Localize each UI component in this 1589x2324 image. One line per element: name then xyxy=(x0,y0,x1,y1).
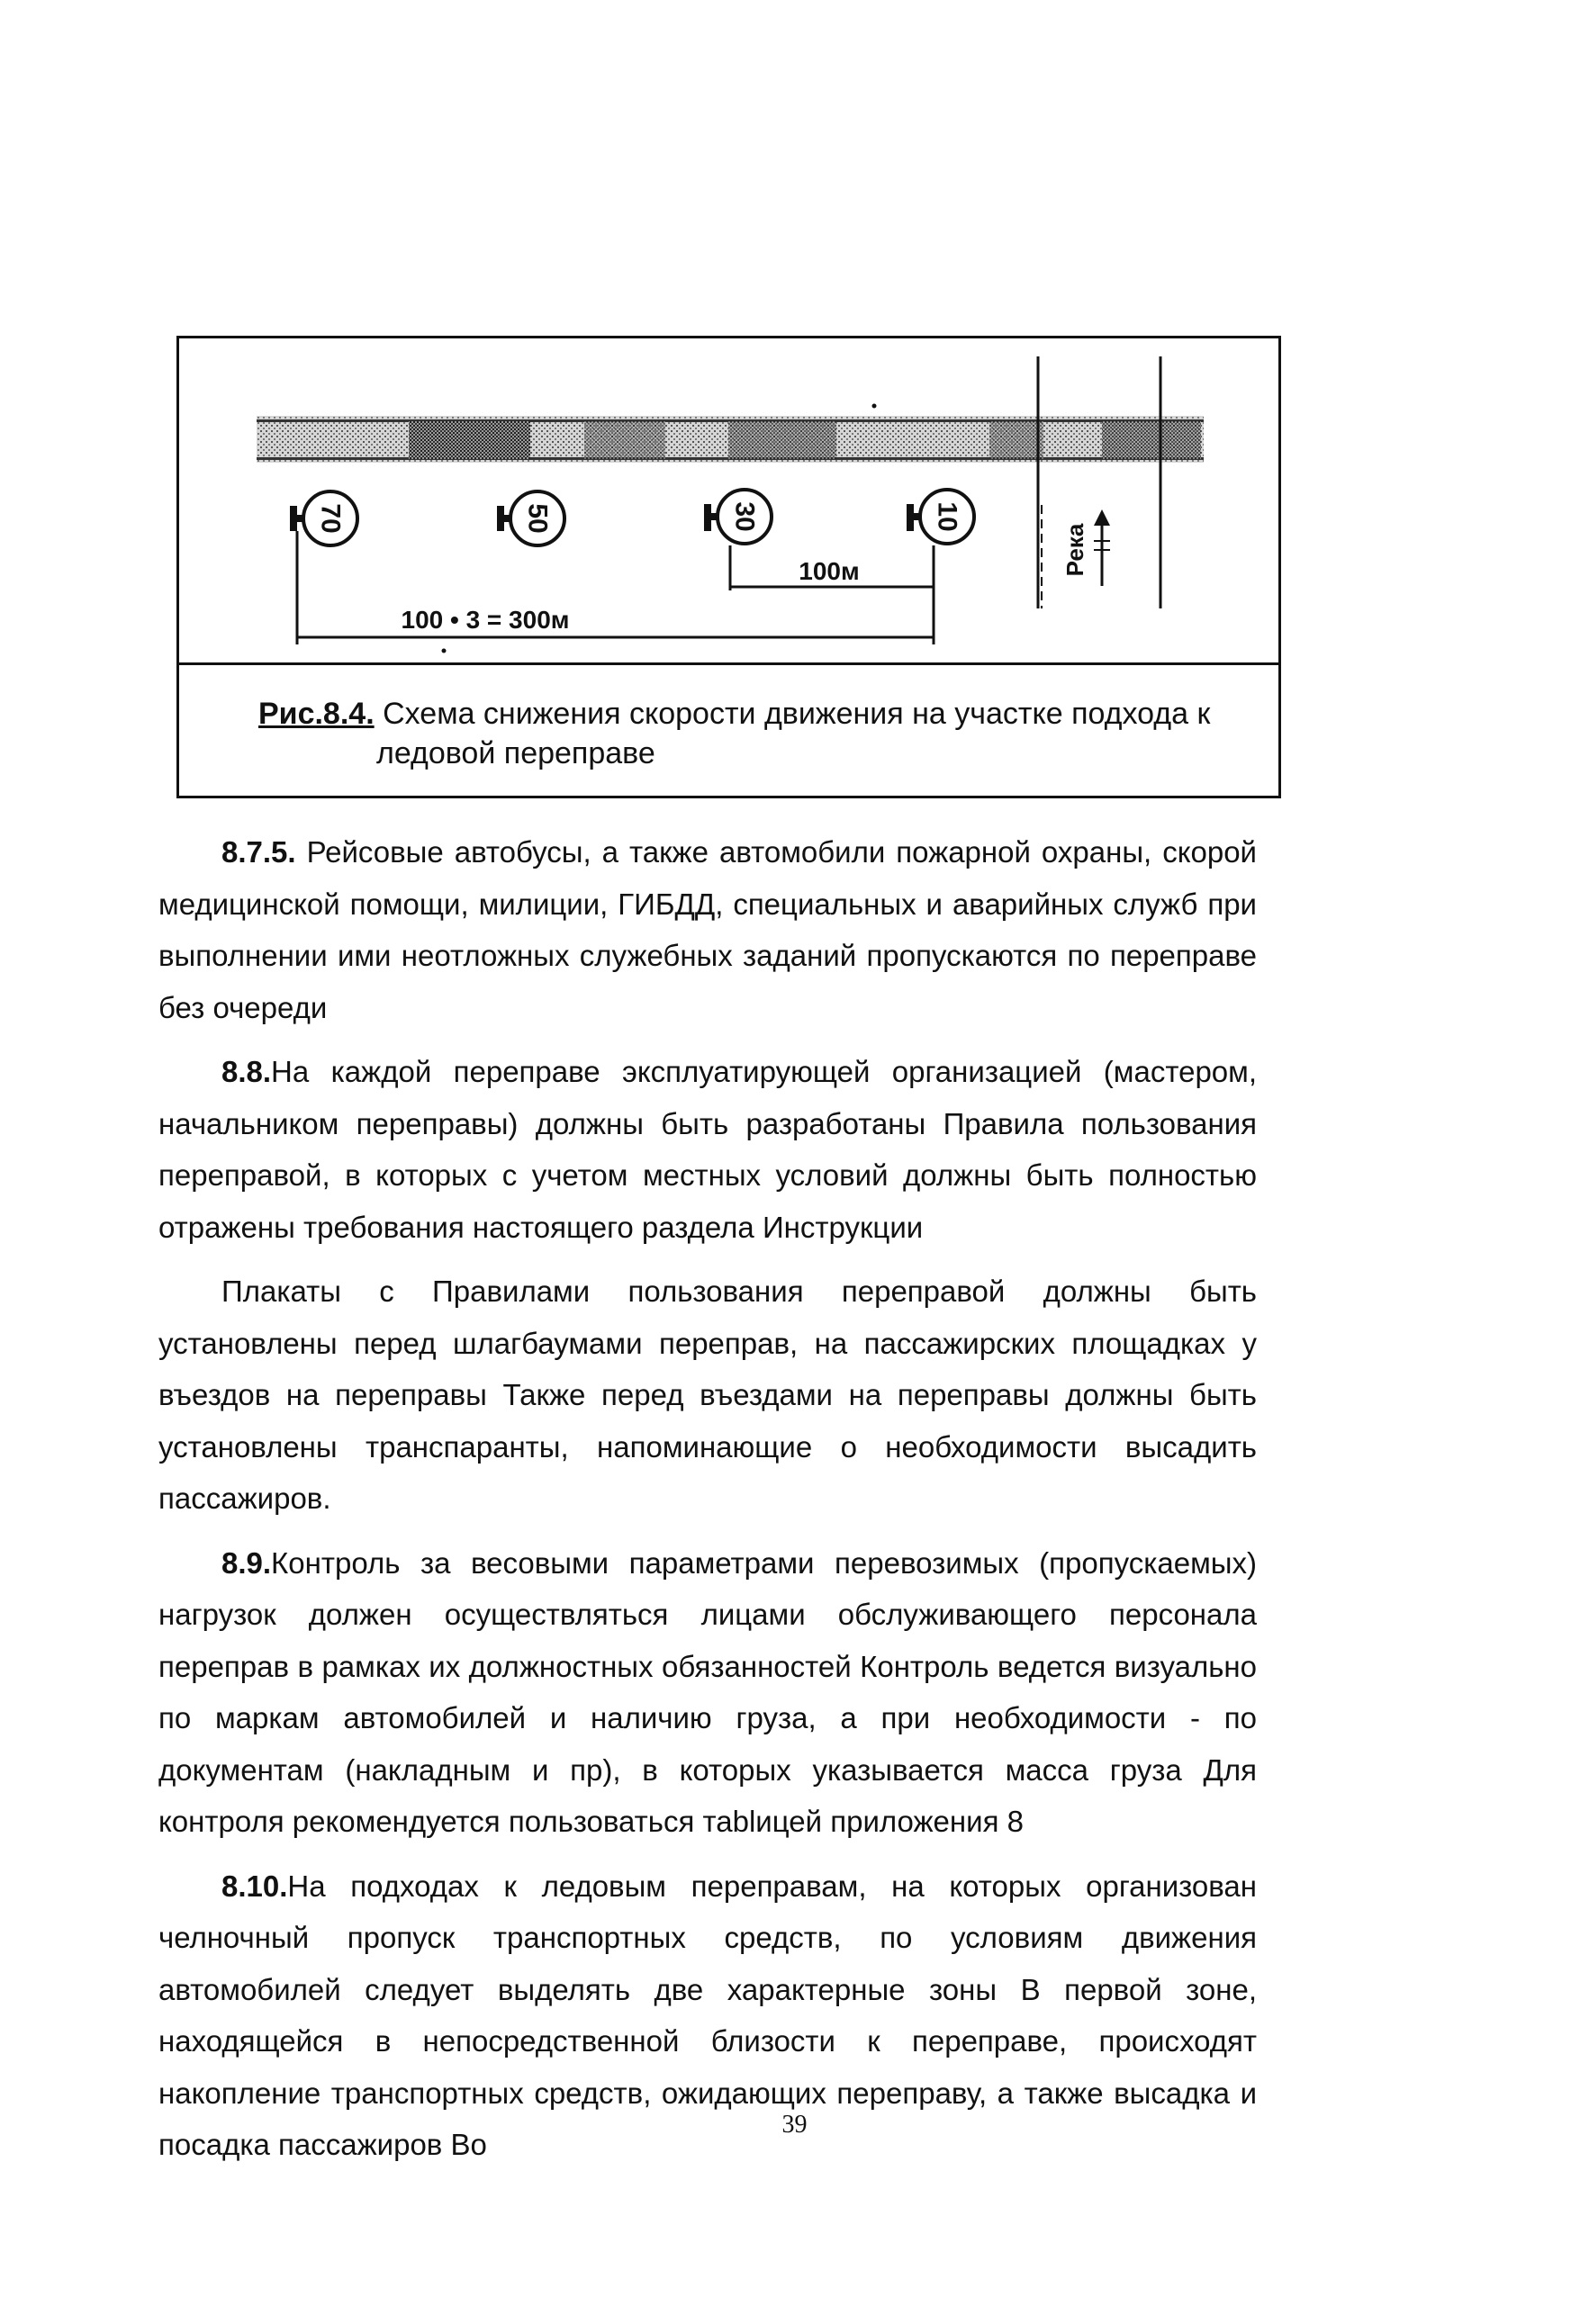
speed-sign-30 xyxy=(704,490,772,544)
dimension-100m xyxy=(730,545,934,644)
figure-caption xyxy=(258,694,1249,773)
speed-reduction-diagram xyxy=(179,338,1278,662)
speed-sign-10-label: 10 xyxy=(932,501,962,532)
speed-sign-70-label: 70 xyxy=(315,503,346,534)
paragraph-text: На каждой переправе эксплуатирующей организацией (мастером, начальником переправы) должны быть разработаны Правила пользования переправой, в которых с учетом местных условий должны быть полностью отражены требования настоящего раздела Инструкции xyxy=(158,1055,1257,1244)
paragraph-text: На подходах к ледовым переправам, на которых организован челночный пропуск транспортных средств, по условиям движения автомобилей следует выделять две характерные зоны В первой зоне, находящейся в непосредственной близости к переправе, происходят накопление транспортных средств, ожидающих переправу, а также высадка и посадка пассажиров Во xyxy=(158,1869,1257,2161)
figure-frame xyxy=(176,336,1281,798)
paragraph-8-8 xyxy=(158,1046,1257,1253)
speed-sign-30-label: 30 xyxy=(729,501,760,532)
paragraph-number: 8.9. xyxy=(221,1545,272,1580)
speed-sign-10 xyxy=(907,490,974,544)
dimension-300m-label: 100 • 3 = 300м xyxy=(401,606,570,634)
paragraph-8-7-5 xyxy=(158,826,1257,1033)
river-flow-arrow-icon xyxy=(1094,509,1110,586)
paragraph-number: 8.7.5. xyxy=(221,835,296,869)
figure-number: Рис.8.4. xyxy=(258,697,375,731)
body-text xyxy=(158,826,1257,2184)
river-label: Река xyxy=(1061,523,1088,577)
speed-sign-50 xyxy=(497,491,564,545)
paragraph-text: Рейсовые автобусы, а также автомобили пожарной охраны, скорой медицинской помощи, милиции, ГИБДД, специальных и аварийных служб при выполнении ими неотложных служебных заданий пропускаются по переправе без очереди xyxy=(158,835,1257,1024)
figure-divider xyxy=(179,662,1278,665)
paragraph-posters xyxy=(158,1266,1257,1525)
road-band xyxy=(257,416,1204,463)
caption-line-1: Схема снижения скорости движения на участке подхода к xyxy=(383,697,1211,731)
caption-line-2: ледовой переправе xyxy=(376,736,655,770)
paragraph-text: Контроль за весовыми параметрами перевозимых (пропускаемых) нагрузок должен осуществляться лицами обслуживающего персонала переправ в рамках их должностных обязанностей Контроль ведется визуально по маркам автомобилей и наличию груза, а при необходимости - по документам (накладным и пр), в которых указывается масса груза Для контроля рекомендуется пользоваться таblицей приложения 8 xyxy=(158,1545,1257,1838)
paragraph-number: 8.8. xyxy=(221,1055,272,1088)
paragraph-number: 8.10. xyxy=(221,1869,288,1903)
speed-sign-70 xyxy=(290,491,357,545)
speed-sign-50-label: 50 xyxy=(522,503,553,534)
page-number: 39 xyxy=(781,2111,808,2139)
paragraph-8-9 xyxy=(158,1537,1257,1848)
dimension-100m-label: 100м xyxy=(799,557,860,585)
paragraph-text: Плакаты с Правилами пользования переправой должны быть установлены перед шлагбаумами переправ, на пассажирских площадках у въездов на переправы Также перед въездами на переправы должны быть установлены транспаранты, напоминающие о необходимости высадить пассажиров. xyxy=(158,1275,1257,1515)
